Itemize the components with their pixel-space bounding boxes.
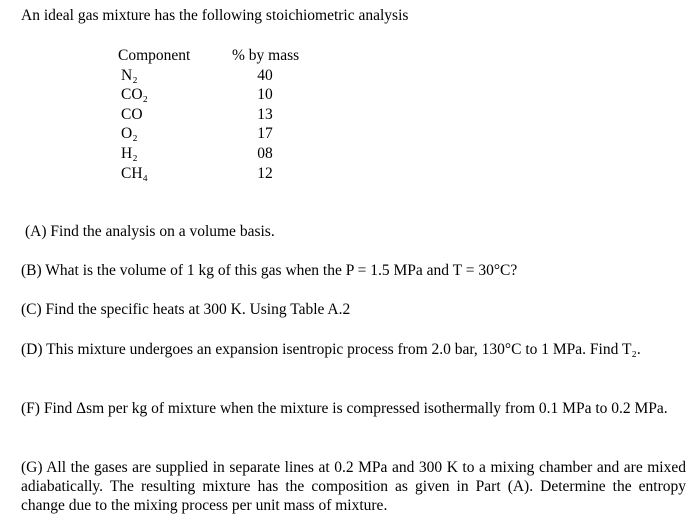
- table-row: [118, 105, 304, 125]
- table-row: [118, 85, 304, 105]
- column-header-component: Component: [118, 47, 191, 64]
- mass-cell: 08: [257, 144, 273, 162]
- column-header-mass: % by mass: [232, 47, 300, 64]
- table-header-row: [118, 46, 304, 66]
- question-a: (A) Find the analysis on a volume basis.: [25, 223, 275, 240]
- composition-table: [118, 46, 304, 183]
- component-cell: O₂: [121, 125, 138, 143]
- component-cell: CH₄: [121, 164, 148, 182]
- question-d: (D) This mixture undergoes an expansion isentropic process from 2.0 bar, 130°C to 1 MPa. Find T₂.: [21, 341, 641, 358]
- table-row: [118, 124, 304, 144]
- question-f: (F) Find Δsm per kg of mixture when the mixture is compressed isothermally from 0.1 MPa to 0.2 MPa.: [21, 400, 668, 417]
- component-cell: H₂: [121, 144, 138, 162]
- mass-cell: 40: [257, 66, 273, 84]
- table-row: [118, 164, 304, 184]
- mass-cell: 13: [257, 105, 273, 123]
- question-g: (G) All the gases are supplied in separate lines at 0.2 MPa and 300 K to a mixing chamber and are mixed adiabatically. The resulting mixture has the composition as given in Part (A). Determine the entropy change due to the mixing process per unit mass of mixture.: [21, 459, 686, 514]
- question-b: (B) What is the volume of 1 kg of this gas when the P = 1.5 MPa and T = 30°C?: [21, 262, 518, 279]
- mass-cell: 17: [257, 125, 273, 143]
- mass-cell: 10: [257, 86, 273, 104]
- component-cell: N₂: [121, 66, 138, 84]
- component-cell: CO: [121, 105, 143, 123]
- question-c: (C) Find the specific heats at 300 K. Using Table A.2: [21, 301, 351, 318]
- intro-text: An ideal gas mixture has the following stoichiometric analysis: [21, 7, 409, 24]
- table-row: [118, 144, 304, 164]
- component-cell: CO₂: [121, 86, 148, 104]
- mass-cell: 12: [257, 164, 273, 182]
- table-row: [118, 66, 304, 86]
